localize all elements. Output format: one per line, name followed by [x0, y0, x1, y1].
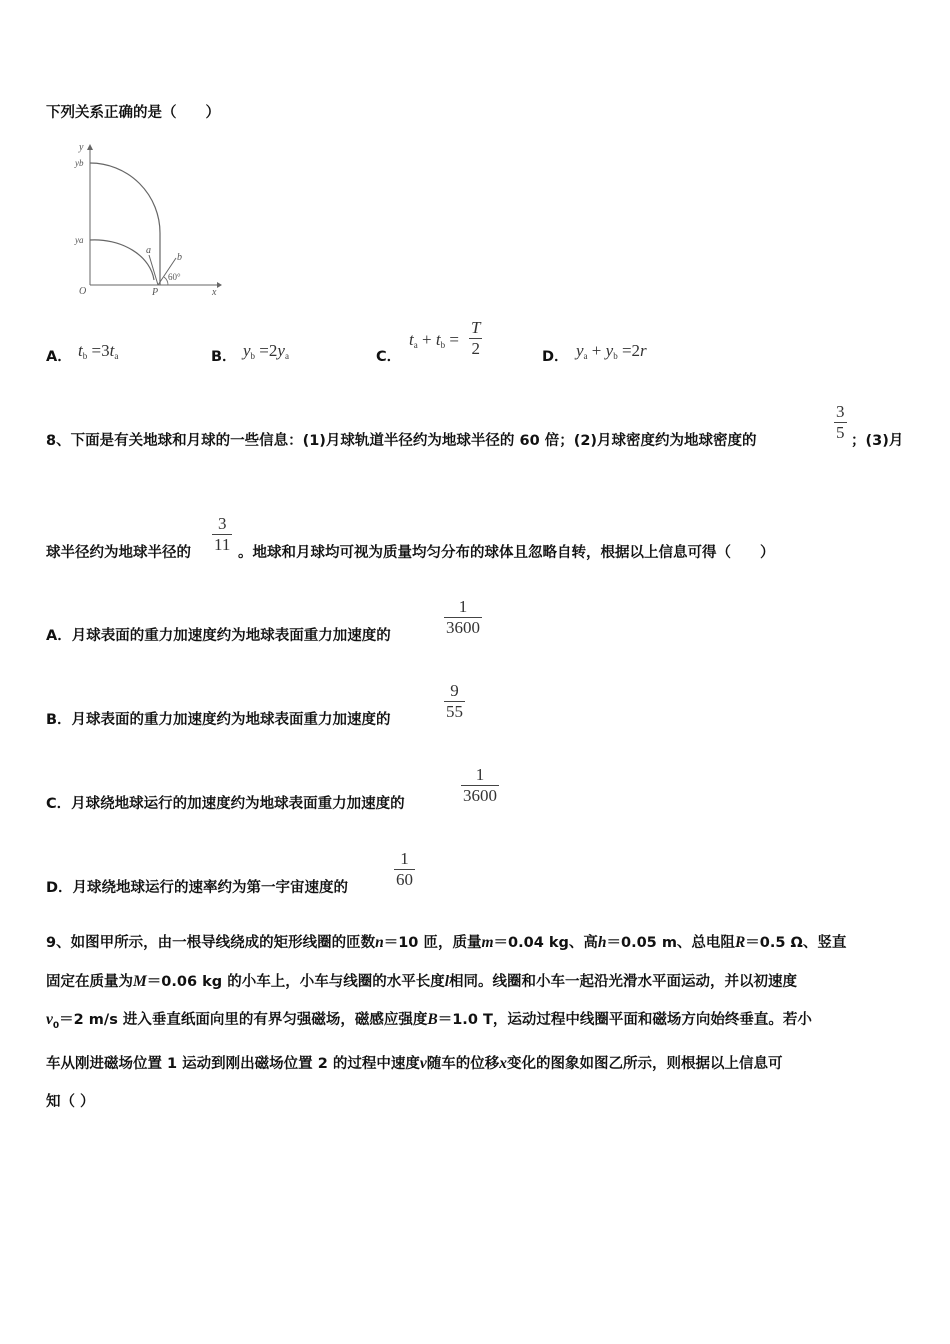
q9-l1-e: ＝0.5 Ω、竖直 — [745, 935, 847, 951]
q7-c-lhs-var: t — [409, 330, 414, 349]
q9-l1-d: ＝0.05 m、总电阻 — [606, 935, 735, 951]
point-p-label: P — [152, 287, 159, 295]
q9-var-M: M — [133, 972, 147, 990]
q9-line2 — [46, 963, 908, 1002]
q8-option-b: B．月球表面的重力加速度约为地球表面重力加速度的 — [46, 712, 391, 728]
q7-option-a-letter: A． — [46, 349, 72, 365]
q8-option-a-fraction — [444, 597, 482, 638]
q8-d-frac-den: 60 — [396, 870, 413, 889]
q9-l1-c: ＝0.04 kg、高 — [493, 935, 598, 951]
q9-l3-b: ＝1.0 T，运动过程中线圈平面和磁场方向始终垂直。若小 — [437, 1012, 812, 1028]
q7-d-rhs-var: y — [605, 341, 614, 360]
q7-b-rhs-sub: a — [284, 351, 289, 361]
q8-b-frac-num: 9 — [450, 681, 459, 700]
y-axis-arrow-icon — [87, 144, 93, 150]
q9-var-B: B — [427, 1011, 438, 1028]
q9-var-v0-sub: 0 — [52, 1020, 60, 1031]
q8-l1-frac-num: 3 — [836, 402, 845, 421]
q7-c-frac-num: T — [471, 318, 481, 337]
q8-c-frac-num: 1 — [475, 765, 485, 784]
q9-l1-a: 9、如图甲所示，由一根导线绕成的矩形线圈的匝数 — [46, 935, 376, 951]
q9-l4-a: 车从刚进磁场位置 1 运动到刚出磁场位置 2 的过程中速度 — [46, 1056, 420, 1073]
q7-option-b-letter: B． — [211, 349, 237, 365]
curve-b-label: b — [177, 252, 182, 263]
q7-c-rhs-var: t — [435, 330, 441, 349]
q7-stem: 下列关系正确的是（ ） — [46, 105, 220, 121]
q7-d-op: + — [587, 341, 606, 360]
q8-option-d: D．月球绕地球运行的速率约为第一宇宙速度的 — [46, 880, 349, 896]
q8-l1-frac-den: 5 — [836, 423, 845, 442]
q9-line4 — [46, 1045, 908, 1084]
yb-label: yb — [75, 158, 84, 168]
q8-line2-fraction — [212, 514, 232, 555]
q7-option-d-math — [576, 341, 647, 361]
q7-d-lhs-sub: a — [583, 351, 588, 361]
q7-a-rhs-var: t — [109, 341, 115, 360]
q9-var-v: v — [419, 1055, 427, 1073]
q9-line3 — [46, 1001, 908, 1045]
q7-d-lhs-var: y — [576, 341, 584, 360]
q7-c-frac-den: 2 — [471, 339, 480, 358]
q7-b-lhs-var: y — [243, 341, 251, 360]
q9-var-r: R — [734, 934, 746, 951]
q8-l2-frac-den: 11 — [214, 535, 231, 554]
q8-option-b-fraction — [444, 681, 465, 722]
q8-b-frac-den: 55 — [446, 702, 463, 721]
q9-paragraph — [46, 924, 908, 1121]
q8-d-frac-num: 1 — [400, 849, 409, 868]
q7-c-eq: = — [445, 330, 459, 349]
origin-label: O — [79, 286, 87, 295]
q7-option-b-math — [243, 341, 289, 361]
q8-l2-frac-num: 3 — [217, 514, 227, 533]
x-axis-arrow-icon — [217, 282, 222, 288]
q8-line2: 球半径约为地球半径的 — [46, 545, 191, 561]
q8-line1: 8、下面是有关地球和月球的一些信息：(1)月球轨道半径约为地球半径的 60 倍；(2)月球密度约为地球密度的 — [46, 433, 757, 449]
q7-a-rhs-sub: a — [114, 351, 119, 361]
q7-d-tail: r — [640, 341, 647, 360]
q9-var-n: n — [375, 934, 384, 951]
q7-option-c-fraction — [469, 318, 482, 359]
q9-l2-b: ＝0.06 kg 的小车上，小车与线圈的水平长度 — [146, 973, 445, 990]
q7-option-a-math — [78, 341, 118, 361]
q9-l4-c: 变化的图象如图乙所示，则根据以上信息可 — [507, 1056, 783, 1073]
q9-line5: 知（ ） — [46, 1093, 95, 1110]
q7-option-c-math — [409, 330, 459, 350]
q7-option-d-letter: D． — [542, 349, 569, 365]
q8-option-d-fraction — [394, 849, 415, 890]
q8-option-a: A．月球表面的重力加速度约为地球表面重力加速度的 — [46, 628, 391, 644]
q9-var-v0: v — [46, 1011, 53, 1028]
q8-a-frac-den: 3600 — [446, 618, 480, 637]
q8-line1-tail: ；(3)月 — [851, 433, 904, 449]
q9-l4-b: 随车的位移 — [426, 1056, 500, 1073]
q7-c-rhs-sub: b — [440, 340, 446, 350]
angle-label: 60° — [168, 272, 181, 282]
q8-a-frac-num: 1 — [458, 597, 468, 616]
q7-d-rhs-sub: b — [613, 351, 618, 361]
velocity-a-line — [149, 255, 158, 285]
q9-l2-c: 相同。线圈和小车一起沿光滑水平面运动，并以初速度 — [449, 973, 798, 990]
y-axis-label: y — [79, 142, 84, 153]
q9-l2-a: 固定在质量为 — [46, 973, 133, 990]
q8-line1-fraction — [834, 402, 847, 443]
q7-b-op: =2 — [255, 341, 278, 360]
q7-c-lhs-sub: a — [413, 340, 418, 350]
curve-a-path — [90, 240, 154, 280]
curve-a-label: a — [146, 245, 151, 256]
q9-var-h: h — [597, 934, 607, 951]
q9-var-l: l — [444, 972, 450, 990]
q7-a-op: =3 — [87, 341, 110, 360]
q8-option-c: C．月球绕地球运行的加速度约为地球表面重力加速度的 — [46, 796, 405, 812]
q7-a-lhs-var: t — [78, 341, 83, 360]
q9-var-x: x — [499, 1055, 508, 1073]
q8-line2-tail: 。地球和月球均可视为质量均匀分布的球体且忽略自转，根据以上信息可得（ ） — [238, 545, 775, 561]
q7-b-lhs-sub: b — [250, 351, 256, 361]
q7-d-eq: =2 — [617, 341, 641, 360]
q7-c-op: + — [417, 330, 436, 349]
ya-label: ya — [75, 235, 84, 245]
q9-line1 — [46, 924, 908, 963]
q7-option-c-letter: C． — [376, 349, 402, 365]
q9-l1-b: ＝10 匝，质量 — [383, 935, 482, 951]
x-axis-label: x — [212, 287, 217, 295]
q9-var-m: m — [481, 934, 494, 951]
q8-c-frac-den: 3600 — [463, 786, 497, 805]
q9-l3-a: ＝2 m/s 进入垂直纸面向里的有界匀强磁场，磁感应强度 — [59, 1012, 428, 1028]
q7-b-rhs-var: y — [277, 341, 285, 360]
q7-a-lhs-sub: b — [82, 351, 88, 361]
q8-option-c-fraction — [461, 765, 499, 806]
q7-figure — [72, 140, 222, 295]
